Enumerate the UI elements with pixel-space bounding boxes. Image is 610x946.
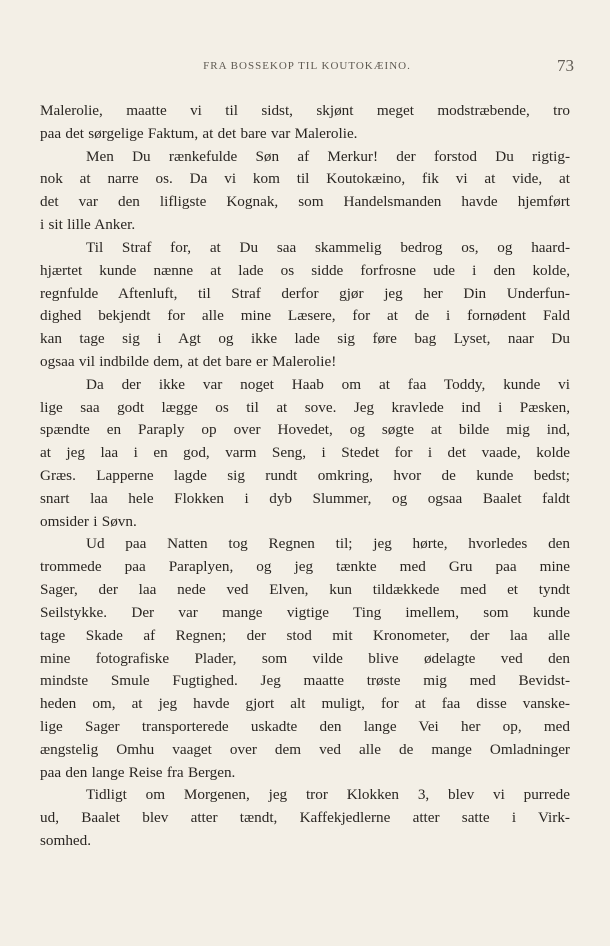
text-line: spændte en Paraply op over Hovedet, og søgte at bilde mig ind, bbox=[40, 421, 570, 439]
text-line: tage Skade af Regnen; der stod mit Kronometer, der laa alle bbox=[40, 626, 570, 644]
text-line: Da der ikke var noget Haab om at faa Toddy, kunde vi bbox=[86, 375, 570, 393]
text-line: Ud paa Natten tog Regnen til; jeg hørte, hvorledes den bbox=[86, 535, 570, 553]
running-title: FRA BOSSEKOP TIL KOUTOKÆINO. bbox=[203, 60, 411, 72]
text-line: Malerolie, maatte vi til sidst, skjønt meget modstræbende, tro bbox=[40, 102, 570, 119]
text-line: kan tage sig i Agt og ikke lade sig føre bag Lyset, naar Du bbox=[40, 330, 570, 348]
text-line: omsider i Søvn. bbox=[40, 512, 137, 530]
text-line: lige Sager transporterede uskadte den lange Vei her op, med bbox=[40, 717, 570, 735]
text-line: Græs. Lapperne lagde sig rundt omkring, hvor de kunde bedst; bbox=[40, 467, 570, 484]
text-line: mine fotografiske Plader, som vilde blive ødelagte ved den bbox=[40, 649, 570, 667]
text-line: regnfulde Aftenluft, til Straf derfor gjør jeg her Din Underfun- bbox=[40, 284, 570, 302]
text-line: Seilstykke. Der var mange vigtige Ting imellem, som kunde bbox=[40, 603, 570, 621]
text-line: Men Du rænkefulde Søn af Merkur! der forstod Du rigtig- bbox=[86, 147, 570, 165]
text-line: dighed bekjendt for alle mine Læsere, for at de i fornødent Fald bbox=[40, 307, 570, 325]
text-line: heden om, at jeg havde gjort alt muligt, for at faa disse vanske- bbox=[40, 695, 570, 713]
text-line: i sit lille Anker. bbox=[40, 216, 136, 234]
text-line: mindste Smule Fugtighed. Jeg maatte trøste mig med Bevidst- bbox=[40, 672, 570, 690]
text-line: somhed. bbox=[40, 832, 92, 849]
text-line: Tidligt om Morgenen, jeg tror Klokken 3, blev vi purrede bbox=[86, 786, 570, 804]
page-header bbox=[40, 56, 574, 80]
text-line: Til Straf for, at Du saa skammelig bedrog os, og haard- bbox=[86, 238, 570, 256]
text-line: det var den lifligste Kognak, som Handelsmanden havde hjemført bbox=[40, 193, 570, 211]
text-line: paa den lange Reise fra Bergen. bbox=[40, 763, 236, 781]
text-line: trommede paa Paraplyen, og jeg tænkte med Gru paa mine bbox=[40, 558, 570, 576]
text-line: paa det sørgelige Faktum, at det bare var Malerolie. bbox=[40, 124, 358, 142]
text-line: hjærtet kunde nænne at lade os sidde forfrosne ude i den kolde, bbox=[40, 261, 570, 279]
text-line: ogsaa vil indbilde dem, at det bare er Malerolie! bbox=[40, 352, 337, 370]
text-line: lige saa godt lægge os til at sove. Jeg kravlede ind i Pæsken, bbox=[40, 398, 570, 416]
text-line: nok at narre os. Da vi kom til Koutokæino, fik vi at vide, at bbox=[40, 170, 570, 188]
text-line: ud, Baalet blev atter tændt, Kaffekjedlerne atter satte i Virk- bbox=[40, 809, 570, 827]
text-line: ængstelig Omhu vaaget over dem ved alle de mange Omladninger bbox=[40, 740, 570, 758]
text-line: at jeg laa i en god, varm Seng, i Stedet for i det vaade, kolde bbox=[40, 444, 570, 462]
text-line: snart laa hele Flokken i dyb Slummer, og ogsaa Baalet faldt bbox=[40, 489, 570, 507]
text-line: Sager, der laa nede ved Elven, kun tildækkede med et tyndt bbox=[40, 581, 570, 599]
page-number: 73 bbox=[557, 56, 574, 75]
body-text bbox=[40, 100, 570, 880]
